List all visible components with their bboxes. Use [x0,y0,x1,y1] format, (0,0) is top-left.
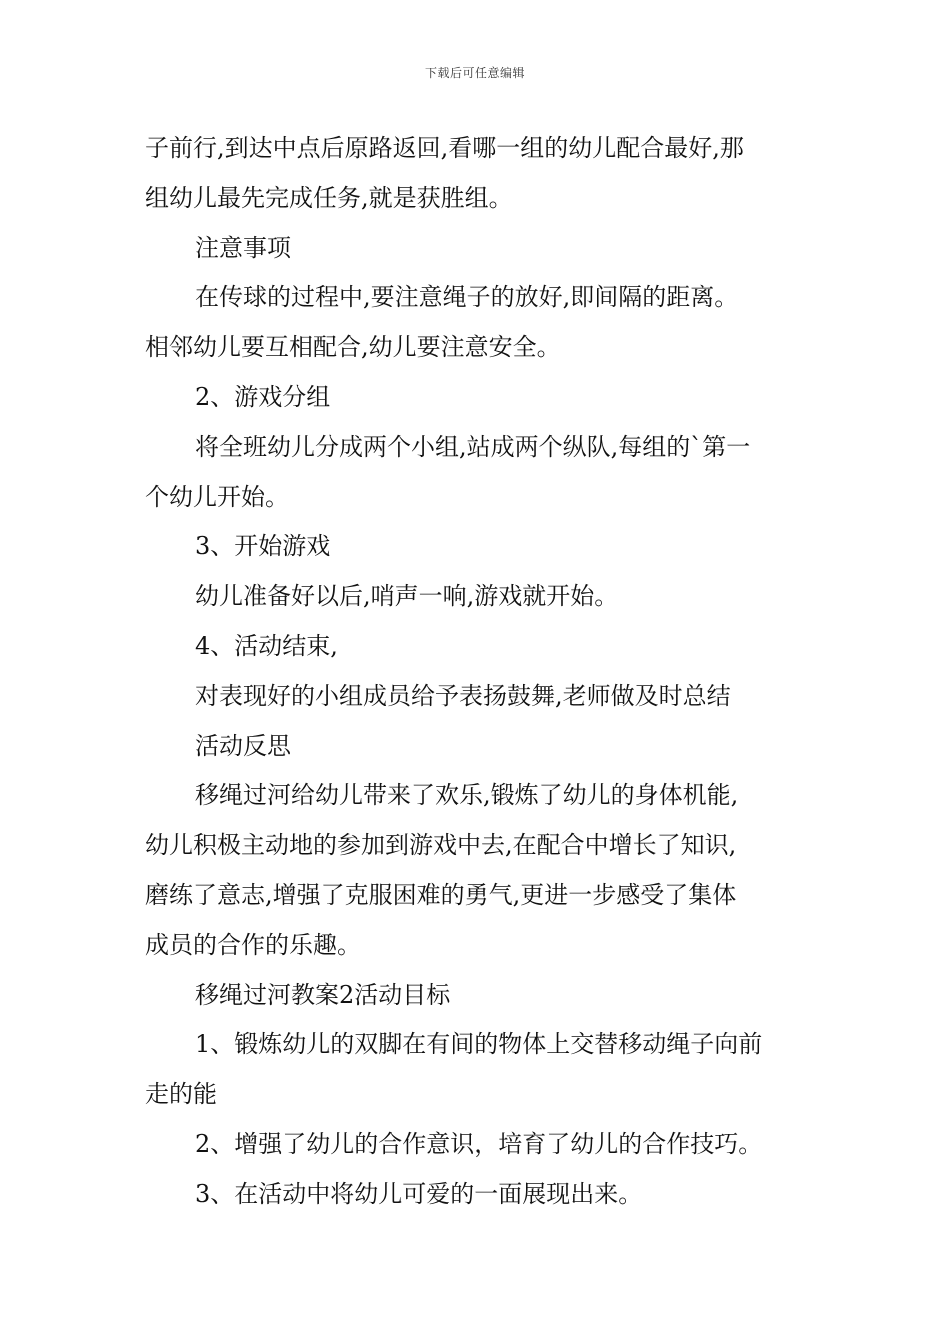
text-line: 成员的合作的乐趣。 [145,930,361,959]
document-body [145,124,810,1220]
text-line: 子前行,到达中点后原路返回,看哪一组的幼儿配合最好,那 [145,134,744,162]
section-heading: 注意事项 [195,233,291,262]
text-line: 走的能 [145,1080,217,1109]
text-line: 将全班幼儿分成两个小组,站成两个纵队,每组的`第一 [195,432,751,461]
text-line: 磨练了意志,增强了克服困难的勇气,更进一步感受了集体 [145,880,737,909]
section-heading: 3、开始游戏 [195,532,331,561]
page-header: 下载后可任意编辑 [424,66,525,80]
text-line: 移绳过河给幼儿带来了欢乐,锻炼了幼儿的身体机能, [195,781,739,810]
section-heading: 移绳过河教案2活动目标 [195,980,451,1009]
text-line: 幼儿积极主动地的参加到游戏中去,在配合中增长了知识, [145,831,737,860]
text-line: 幼儿准备好以后,哨声一响,游戏就开始。 [195,582,619,611]
text-line: 组幼儿最先完成任务,就是获胜组。 [145,183,513,212]
text-line: 个幼儿开始。 [145,482,289,511]
text-line: 对表现好的小组成员给予表扬鼓舞,老师做及时总结 [195,681,731,710]
text-line: 3、在活动中将幼儿可爱的一面展现出来。 [195,1179,643,1208]
text-line: 在传球的过程中,要注意绳子的放好,即间隔的距离。 [195,283,739,312]
section-heading: 活动反思 [195,731,291,760]
text-line: 1、锻炼幼儿的双脚在有间的物体上交替移动绳子向前 [195,1030,763,1059]
section-heading: 4、活动结束, [195,631,338,660]
text-line: 相邻幼儿要互相配合,幼儿要注意安全。 [145,333,561,362]
text-line: 2、增强了幼儿的合作意识，培育了幼儿的合作技巧。 [195,1129,763,1158]
section-heading: 2、游戏分组 [195,382,331,411]
